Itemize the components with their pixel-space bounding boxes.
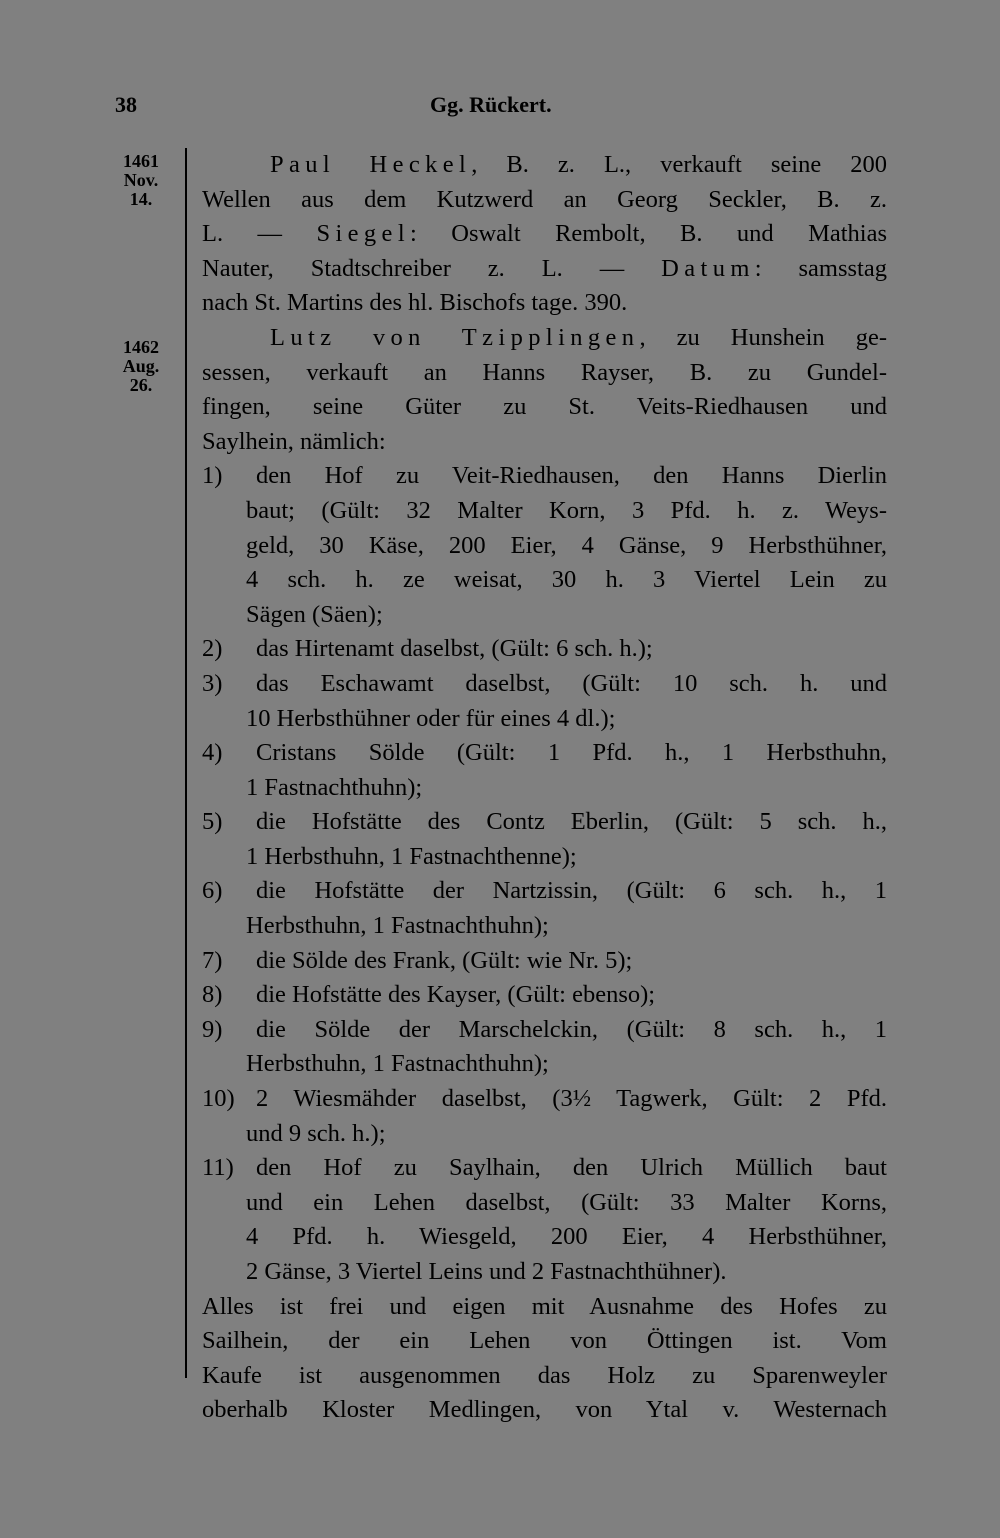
text-line (202, 148, 887, 183)
list-item-line (202, 632, 887, 667)
item-number: 4) (202, 739, 223, 767)
list-item-line (202, 944, 887, 979)
text-span: geld, 30 Käse, 200 Eier, 4 Gänse, 9 Herbsthühner, (246, 531, 887, 559)
text-line (202, 1290, 887, 1325)
list-item-line (202, 494, 887, 529)
text-span: Sägen (Säen); (246, 600, 383, 628)
text-span: : Oswalt Rembolt, B. und Mathias (410, 220, 887, 248)
running-head: Gg. Rückert. (430, 92, 552, 117)
list-item-line (202, 1047, 887, 1082)
text-span: fingen, seine Güter zu St. Veits-Riedhausen und (202, 393, 887, 421)
item-number: 9) (202, 1015, 223, 1043)
text-span: , B. z. L., verkauft seine 200 (471, 151, 887, 178)
list-item-line (202, 1151, 887, 1186)
text-span: 2 Wiesmähder daselbst, (3½ Tagwerk, Gült: 2 Pfd. (256, 1085, 887, 1113)
text-span: Sailhein, der ein Lehen von Öttingen ist. Vom (202, 1327, 887, 1355)
text-span: 10 Herbsthühner oder für eines 4 dl.); (246, 704, 616, 732)
text-span: die Sölde der Marschelckin, (Gült: 8 sch. h., 1 (256, 1015, 887, 1043)
list-item-line (202, 1117, 887, 1152)
spaced-name: Paul Heckel (270, 151, 472, 178)
text-span: und 9 sch. h.); (246, 1119, 386, 1147)
text-span: Nauter, Stadtschreiber z. L. — (202, 254, 662, 282)
list-item-line (202, 702, 887, 737)
text-span: die Hofstätte des Contz Eberlin, (Gült: 5 sch. h., (256, 808, 887, 836)
text-line (202, 1359, 887, 1394)
list-item-line (202, 563, 887, 598)
body-text (202, 148, 887, 1428)
list-item-line (202, 529, 887, 564)
text-span: die Hofstätte der Nartzissin, (Gült: 6 sch. h., 1 (256, 877, 887, 905)
text-span: den Hof zu Saylhain, den Ulrich Müllich baut (256, 1154, 887, 1182)
text-span: Kaufe ist ausgenommen das Holz zu Sparenweyler (202, 1361, 887, 1389)
list-item-line (202, 1013, 887, 1048)
text-span: 4 Pfd. h. Wiesgeld, 200 Eier, 4 Herbsthühner, (246, 1223, 887, 1251)
list-item-line (202, 909, 887, 944)
text-line (202, 356, 887, 391)
text-line (202, 1324, 887, 1359)
item-number: 1) (202, 462, 223, 490)
text-span: Herbsthuhn, 1 Fastnachthuhn); (246, 912, 549, 940)
list-item-line (202, 667, 887, 702)
margin-date-1461: 1461 Nov. 14. (123, 151, 159, 209)
text-span: 1 Fastnachthuhn); (246, 773, 423, 801)
text-span: Saylhein, nämlich: (202, 427, 386, 455)
item-number: 5) (202, 808, 223, 836)
item-number: 7) (202, 946, 223, 974)
list-item-line (202, 840, 887, 875)
list-item-line (202, 978, 887, 1013)
text-line (202, 286, 887, 321)
margin-rule (185, 148, 187, 1378)
text-span: 2 Gänse, 3 Viertel Leins und 2 Fastnachthühner). (246, 1258, 727, 1285)
list-item-line (202, 459, 887, 494)
text-span: den Hof zu Veit-Riedhausen, den Hanns Dierlin (256, 462, 887, 490)
item-number: 8) (202, 981, 223, 1009)
text-span: die Sölde des Frank, (Gült: wie Nr. 5); (256, 946, 633, 974)
text-line (202, 1393, 887, 1428)
text-span: die Hofstätte des Kayser, (Gült: ebenso); (256, 981, 656, 1009)
list-item-line (202, 1082, 887, 1117)
text-span: baut; (Gült: 32 Malter Korn, 3 Pfd. h. z. Weys- (246, 496, 887, 524)
text-span: Alles ist frei und eigen mit Ausnahme des Hofes zu (202, 1292, 887, 1320)
item-number: 2) (202, 635, 223, 663)
list-item-line (202, 598, 887, 633)
item-number: 6) (202, 877, 223, 905)
text-span: Cristans Sölde (Gült: 1 Pfd. h., 1 Herbsthuhn, (256, 739, 887, 767)
list-item-line (202, 1255, 887, 1290)
list-item-line (202, 771, 887, 806)
spaced-name: Siegel (316, 220, 411, 248)
list-item-line (202, 736, 887, 771)
text-span: : samsstag (754, 254, 887, 282)
text-line (202, 390, 887, 425)
item-number: 11) (202, 1154, 234, 1182)
page-number: 38 (115, 92, 137, 117)
text-span: L. — (202, 220, 317, 248)
list-item-line (202, 874, 887, 909)
text-span: das Eschawamt daselbst, (Gült: 10 sch. h. und (256, 669, 887, 697)
text-span: und ein Lehen daselbst, (Gült: 33 Malter Korns, (246, 1188, 887, 1216)
spaced-name: Datum (661, 254, 755, 282)
text-line (202, 252, 887, 287)
text-span: 1 Herbsthuhn, 1 Fastnachthenne); (246, 842, 577, 870)
text-span: nach St. Martins des hl. Bischofs tage. 390. (202, 289, 628, 317)
text-span: sessen, verkauft an Hanns Rayser, B. zu Gundel- (202, 358, 887, 386)
text-span: das Hirtenamt daselbst, (Gült: 6 sch. h.); (256, 635, 653, 663)
text-span: Wellen aus dem Kutzwerd an Georg Seckler, B. z. (202, 185, 887, 213)
spaced-name: Lutz von Tzipplingen (270, 323, 640, 351)
item-number: 10) (202, 1085, 235, 1113)
list-item-line (202, 1220, 887, 1255)
text-span: Herbsthuhn, 1 Fastnachthuhn); (246, 1050, 549, 1078)
text-line (202, 217, 887, 252)
item-number: 3) (202, 669, 223, 697)
text-line (202, 183, 887, 218)
list-item-line (202, 805, 887, 840)
page-header (0, 92, 1000, 122)
text-span: oberhalb Kloster Medlingen, von Ytal v. Westernach (202, 1396, 887, 1424)
text-span: 4 sch. h. ze weisat, 30 h. 3 Viertel Lein zu (246, 566, 887, 594)
list-item-line (202, 1186, 887, 1221)
text-span: , zu Hunshein ge- (639, 323, 887, 351)
text-line (202, 321, 887, 356)
text-line (202, 425, 887, 460)
margin-date-1462: 1462 Aug. 26. (122, 337, 160, 395)
